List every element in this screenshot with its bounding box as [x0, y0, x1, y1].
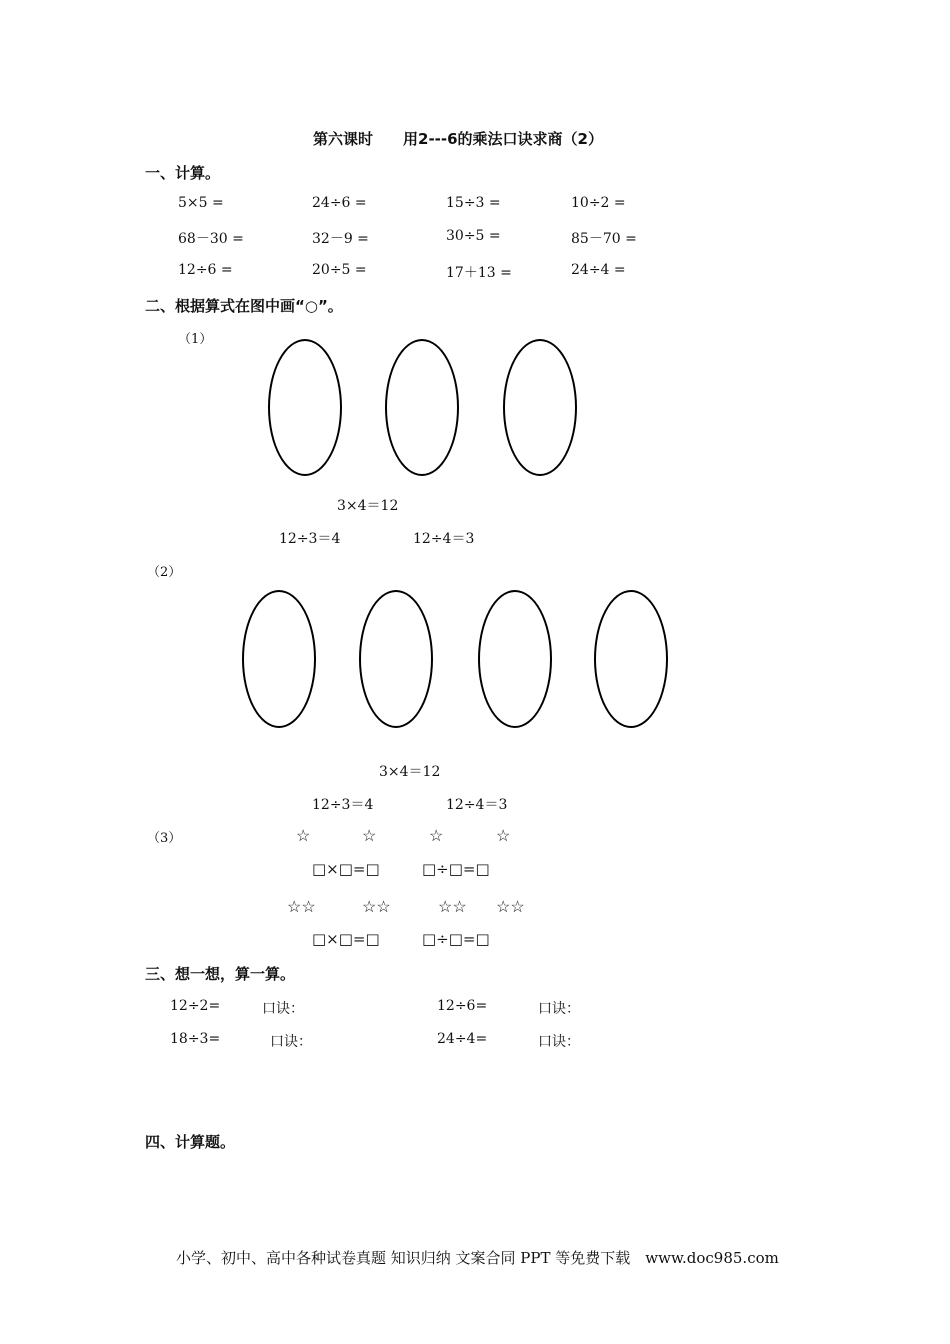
part2-division-a: 12÷3＝4	[312, 797, 374, 813]
division-problem: 12÷2=	[170, 998, 221, 1014]
division-problem: 24÷4=	[437, 1031, 488, 1047]
box-equation-divide: □÷□=□	[422, 860, 490, 878]
part2-multiplication: 3×4＝12	[379, 764, 441, 780]
calc-item: 85－70 =	[571, 231, 637, 247]
calc-item: 12÷6 =	[178, 262, 233, 278]
mnemonic-label: 口诀：	[538, 1001, 580, 1017]
page-title: 第六课时 用2---6的乘法口诀求商（2）	[313, 130, 603, 148]
part3-label: （3）	[147, 831, 182, 846]
star-icon: ☆	[362, 826, 377, 845]
star-pair-icon: ☆☆	[362, 897, 391, 916]
calc-item: 5×5 =	[178, 195, 224, 211]
calc-item: 15÷3 =	[446, 195, 501, 211]
box-equation-multiply: □×□=□	[312, 860, 380, 878]
calc-item: 68－30 =	[178, 231, 244, 247]
calc-item: 32－9 =	[312, 231, 369, 247]
star-pair-icon: ☆☆	[438, 897, 467, 916]
oval-shape	[594, 590, 668, 728]
section2-heading: 二、根据算式在图中画“○”。	[145, 297, 343, 315]
oval-shape	[268, 339, 342, 476]
oval-shape	[478, 590, 552, 728]
section1-heading: 一、计算。	[145, 164, 221, 182]
oval-shape	[359, 590, 433, 728]
calc-item: 30÷5 =	[446, 228, 501, 244]
division-problem: 12÷6=	[437, 998, 488, 1014]
box-equation-multiply: □×□=□	[312, 930, 380, 948]
division-problem: 18÷3=	[170, 1031, 221, 1047]
star-icon: ☆	[296, 826, 311, 845]
page-footer: 小学、初中、高中各种试卷真题 知识归纳 文案合同 PPT 等免费下载 www.doc985.com	[176, 1249, 779, 1267]
oval-shape	[385, 339, 459, 476]
star-pair-icon: ☆☆	[496, 897, 525, 916]
oval-shape	[503, 339, 577, 476]
star-icon: ☆	[429, 826, 444, 845]
calc-item: 20÷5 =	[312, 262, 367, 278]
star-icon: ☆	[496, 826, 511, 845]
part2-label: （2）	[147, 565, 182, 580]
part2-division-b: 12÷4＝3	[446, 797, 508, 813]
section3-heading: 三、想一想，算一算。	[145, 965, 296, 983]
calc-item: 17＋13 =	[446, 265, 512, 281]
calc-item: 24÷6 =	[312, 195, 367, 211]
part1-label: （1）	[178, 332, 213, 347]
mnemonic-label: 口诀：	[538, 1034, 580, 1050]
mnemonic-label: 口诀：	[262, 1001, 304, 1017]
part1-division-a: 12÷3＝4	[279, 531, 341, 547]
calc-item: 24÷4 =	[571, 262, 626, 278]
mnemonic-label: 口诀：	[270, 1034, 312, 1050]
part1-division-b: 12÷4＝3	[413, 531, 475, 547]
oval-shape	[242, 590, 316, 728]
section4-heading: 四、计算题。	[145, 1133, 236, 1151]
star-pair-icon: ☆☆	[287, 897, 316, 916]
box-equation-divide: □÷□=□	[422, 930, 490, 948]
part1-multiplication: 3×4＝12	[337, 498, 399, 514]
calc-item: 10÷2 =	[571, 195, 626, 211]
